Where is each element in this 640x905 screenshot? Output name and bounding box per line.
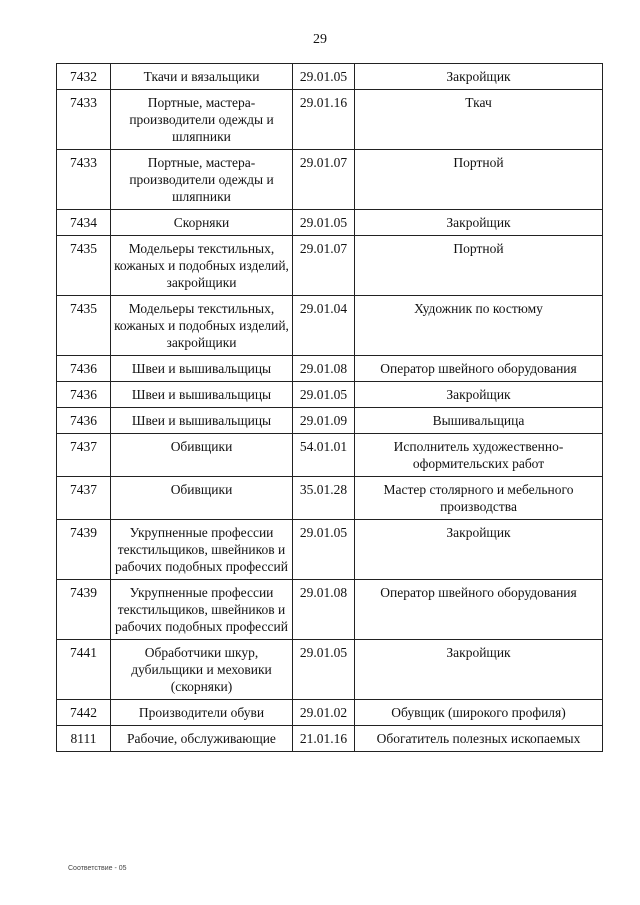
specialty-code: 29.01.04	[293, 296, 355, 356]
table-row	[57, 640, 603, 700]
occupation-name: Швеи и вышивальщицы	[111, 382, 293, 408]
specialty-code: 29.01.08	[293, 580, 355, 640]
profession-name: Оператор швейного оборудования	[355, 356, 603, 382]
occupation-code: 7434	[57, 210, 111, 236]
profession-name: Закройщик	[355, 382, 603, 408]
profession-name: Портной	[355, 236, 603, 296]
table-row	[57, 580, 603, 640]
profession-name: Художник по костюму	[355, 296, 603, 356]
profession-name: Мастер столярного и мебельного производства	[355, 477, 603, 520]
specialty-code: 29.01.05	[293, 382, 355, 408]
table-row	[57, 210, 603, 236]
table-row	[57, 64, 603, 90]
occupation-code: 7439	[57, 520, 111, 580]
specialty-code: 29.01.05	[293, 210, 355, 236]
profession-name: Закройщик	[355, 520, 603, 580]
occupation-code: 7436	[57, 408, 111, 434]
specialty-code: 29.01.09	[293, 408, 355, 434]
occupation-code: 7435	[57, 236, 111, 296]
specialty-code: 29.01.07	[293, 236, 355, 296]
specialty-code: 29.01.07	[293, 150, 355, 210]
occupation-code: 7437	[57, 477, 111, 520]
occupation-name: Укрупненные профессии текстильщиков, швейников и рабочих подобных профессий	[111, 520, 293, 580]
profession-name: Закройщик	[355, 640, 603, 700]
specialty-code: 54.01.01	[293, 434, 355, 477]
profession-name: Закройщик	[355, 64, 603, 90]
profession-name: Обогатитель полезных ископаемых	[355, 726, 603, 752]
specialty-code: 21.01.16	[293, 726, 355, 752]
occupation-name: Обработчики шкур, дубильщики и меховики (скорняки)	[111, 640, 293, 700]
occupation-name: Швеи и вышивальщицы	[111, 408, 293, 434]
table-row	[57, 236, 603, 296]
specialty-code: 29.01.05	[293, 520, 355, 580]
profession-table	[56, 63, 603, 752]
table-row	[57, 726, 603, 752]
table-row	[57, 408, 603, 434]
occupation-code: 7439	[57, 580, 111, 640]
occupation-code: 8111	[57, 726, 111, 752]
footer-note: Соответствие - 05	[68, 865, 127, 872]
occupation-name: Швеи и вышивальщицы	[111, 356, 293, 382]
profession-name: Закройщик	[355, 210, 603, 236]
profession-name: Обувщик (широкого профиля)	[355, 700, 603, 726]
profession-name: Ткач	[355, 90, 603, 150]
profession-name: Исполнитель художественно-оформительских работ	[355, 434, 603, 477]
table-row	[57, 296, 603, 356]
occupation-code: 7441	[57, 640, 111, 700]
table-row	[57, 90, 603, 150]
table-row	[57, 356, 603, 382]
occupation-name: Портные, мастера-производители одежды и шляпники	[111, 90, 293, 150]
occupation-code: 7437	[57, 434, 111, 477]
specialty-code: 29.01.08	[293, 356, 355, 382]
specialty-code: 29.01.16	[293, 90, 355, 150]
table-row	[57, 520, 603, 580]
occupation-name: Скорняки	[111, 210, 293, 236]
occupation-code: 7436	[57, 356, 111, 382]
specialty-code: 29.01.02	[293, 700, 355, 726]
occupation-name: Модельеры текстильных, кожаных и подобных изделий, закройщики	[111, 236, 293, 296]
occupation-name: Обивщики	[111, 434, 293, 477]
page-number: 29	[313, 32, 327, 47]
occupation-code: 7442	[57, 700, 111, 726]
specialty-code: 35.01.28	[293, 477, 355, 520]
table-row	[57, 150, 603, 210]
occupation-name: Ткачи и вязальщики	[111, 64, 293, 90]
table-row	[57, 477, 603, 520]
occupation-name: Укрупненные профессии текстильщиков, швейников и рабочих подобных профессий	[111, 580, 293, 640]
occupation-name: Рабочие, обслуживающие	[111, 726, 293, 752]
occupation-name: Портные, мастера-производители одежды и шляпники	[111, 150, 293, 210]
specialty-code: 29.01.05	[293, 64, 355, 90]
profession-name: Портной	[355, 150, 603, 210]
table-row	[57, 700, 603, 726]
occupation-code: 7432	[57, 64, 111, 90]
profession-name: Вышивальщица	[355, 408, 603, 434]
occupation-name: Производители обуви	[111, 700, 293, 726]
profession-name: Оператор швейного оборудования	[355, 580, 603, 640]
occupation-code: 7433	[57, 150, 111, 210]
occupation-name: Модельеры текстильных, кожаных и подобных изделий, закройщики	[111, 296, 293, 356]
specialty-code: 29.01.05	[293, 640, 355, 700]
occupation-code: 7435	[57, 296, 111, 356]
occupation-code: 7433	[57, 90, 111, 150]
table-row	[57, 382, 603, 408]
occupation-code: 7436	[57, 382, 111, 408]
table-row	[57, 434, 603, 477]
occupation-name: Обивщики	[111, 477, 293, 520]
